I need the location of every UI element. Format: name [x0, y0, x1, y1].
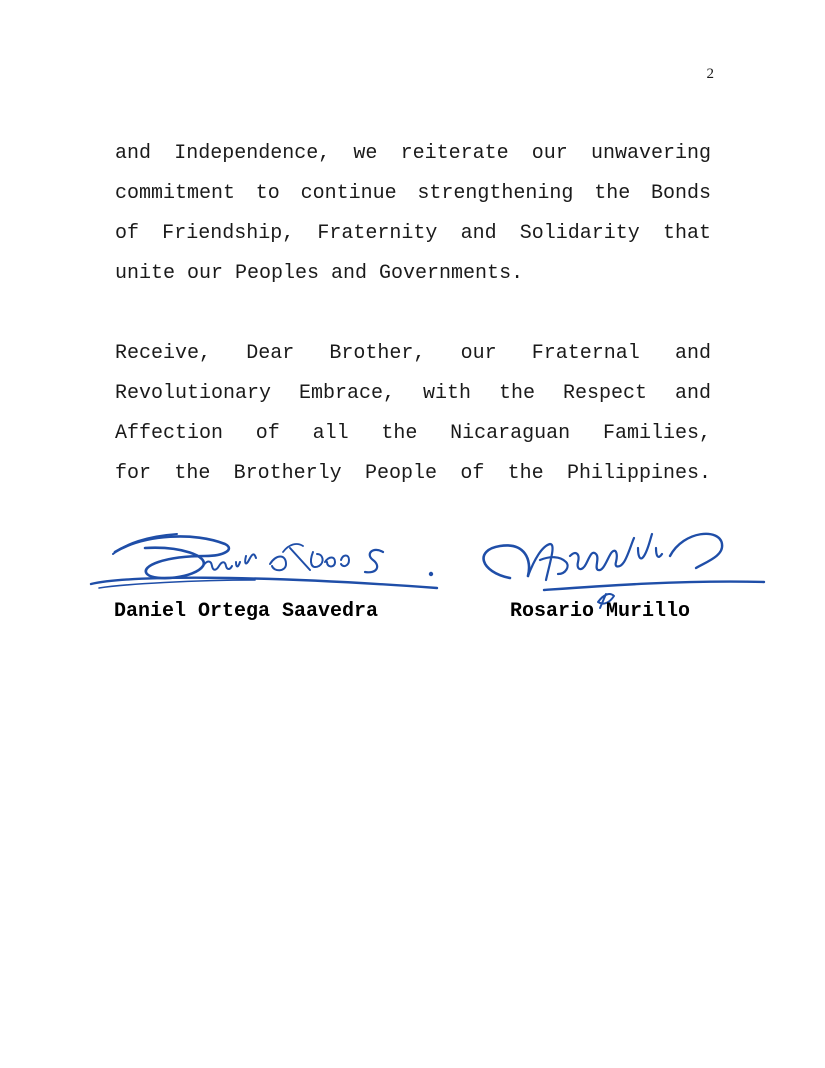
- closing-paragraph-2: [115, 334, 711, 494]
- signature-ortega: [85, 522, 445, 602]
- text-line: of Friendship, Fraternity and Solidarity that: [115, 222, 711, 245]
- text-line: Revolutionary Embrace, with the Respect and: [115, 382, 711, 405]
- page-number: 2: [706, 66, 714, 82]
- signature-murillo: [470, 510, 770, 610]
- text-line: and Independence, we reiterate our unwavering: [115, 142, 711, 165]
- text-line: commitment to continue strengthening the Bonds: [115, 182, 711, 205]
- closing-paragraph-1: [115, 134, 711, 294]
- text-line: unite our Peoples and Governments.: [115, 262, 524, 285]
- text-line: Receive, Dear Brother, our Fraternal and: [115, 342, 711, 365]
- text-line: for the Brotherly People of the Philippines.: [115, 462, 711, 485]
- text-line: Affection of all the Nicaraguan Families,: [115, 422, 711, 445]
- signer-name-ortega: Daniel Ortega Saavedra: [114, 600, 379, 623]
- signer-name-murillo: Rosario Murillo: [510, 600, 691, 623]
